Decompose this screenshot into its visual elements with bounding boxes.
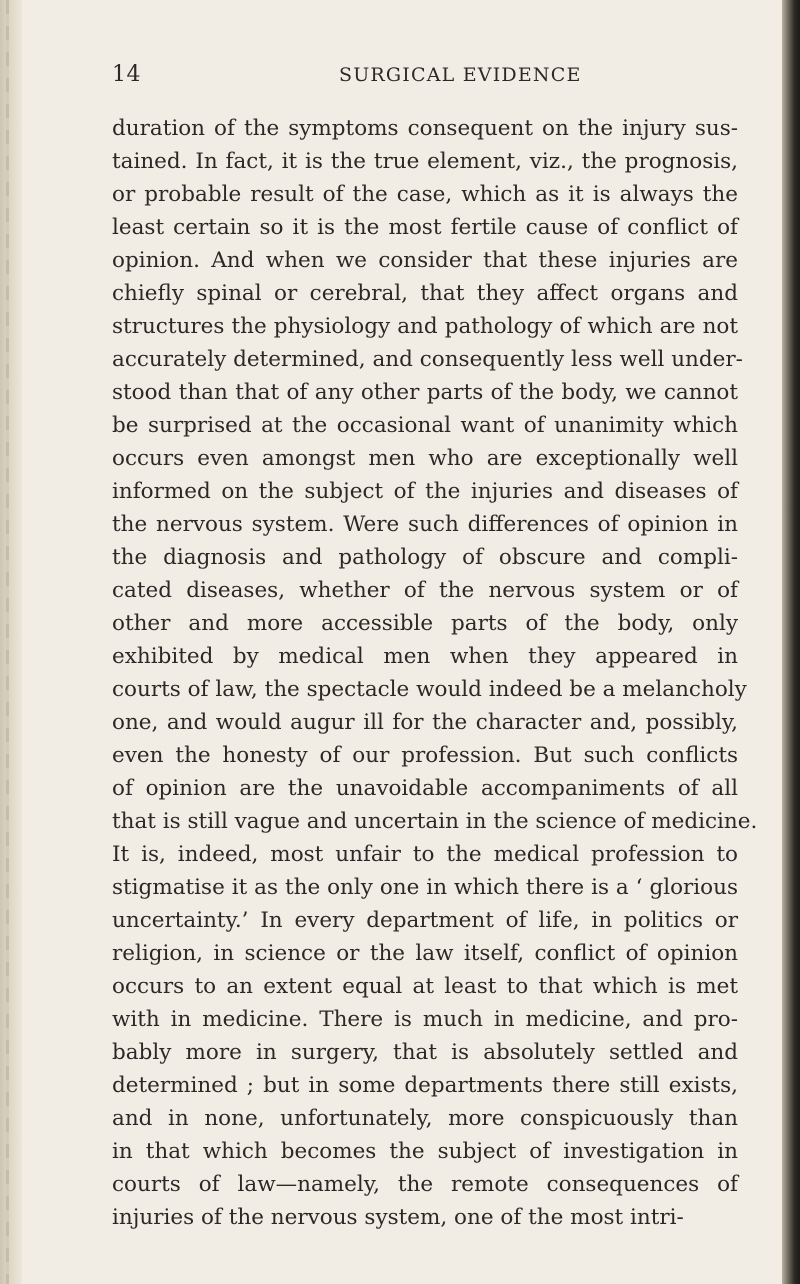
text-line: duration of the symptoms consequent on the injury sus- [112, 116, 738, 141]
body-text [112, 112, 758, 1234]
text-line: bably more in surgery, that is absolutely settled and [112, 1040, 738, 1065]
text-line: courts of law—namely, the remote consequences of [112, 1172, 738, 1197]
text-line: informed on the subject of the injuries and diseases of [112, 479, 738, 504]
text-line: opinion. And when we consider that these injuries are [112, 248, 738, 273]
text-line: other and more accessible parts of the body, only [112, 611, 738, 636]
text-line: or probable result of the case, which as it is always the [112, 182, 738, 207]
text-line: least certain so it is the most fertile cause of conflict of [112, 215, 738, 240]
book-spine-edge [782, 0, 800, 1284]
text-line: even the honesty of our profession. But such conflicts [112, 743, 738, 768]
text-line: the diagnosis and pathology of obscure and compli- [112, 545, 738, 570]
text-line: stood than that of any other parts of the body, we cannot [112, 380, 738, 405]
text-line: stigmatise it as the only one in which there is a ‘ glorious [112, 875, 738, 900]
text-line: It is, indeed, most unfair to the medical profession to [112, 842, 738, 867]
text-line: courts of law, the spectacle would indeed be a melancholy [112, 677, 747, 702]
text-line: religion, in science or the law itself, conflict of opinion [112, 941, 738, 966]
text-line: structures the physiology and pathology of which are not [112, 314, 738, 339]
text-line: the nervous system. Were such differences of opinion in [112, 512, 738, 537]
text-line: one, and would augur ill for the character and, possibly, [112, 710, 738, 735]
text-line: injuries of the nervous system, one of the most intri- [112, 1205, 684, 1230]
text-line: chiefly spinal or cerebral, that they affect organs and [112, 281, 738, 306]
page-header [112, 62, 738, 92]
text-line: in that which becomes the subject of investigation in [112, 1139, 738, 1164]
text-line: with in medicine. There is much in medicine, and pro- [112, 1007, 738, 1032]
text-line: that is still vague and uncertain in the science of medicine. [112, 809, 758, 834]
text-line: occurs to an extent equal at least to that which is met [112, 974, 738, 999]
page-left-margin [0, 0, 22, 1284]
running-head: SURGICAL EVIDENCE [339, 64, 582, 86]
text-line: be surprised at the occasional want of unanimity which [112, 413, 738, 438]
text-line: determined ; but in some departments there still exists, [112, 1073, 738, 1098]
text-line: of opinion are the unavoidable accompaniments of all [112, 776, 738, 801]
text-line: tained. In fact, it is the true element, viz., the prognosis, [112, 149, 738, 174]
text-line: exhibited by medical men when they appeared in [112, 644, 738, 669]
text-line: cated diseases, whether of the nervous system or of [112, 578, 738, 603]
text-line: uncertainty.’ In every department of life, in politics or [112, 908, 738, 933]
text-line: accurately determined, and consequently less well under- [112, 347, 743, 372]
text-line: and in none, unfortunately, more conspicuously than [112, 1106, 738, 1131]
page-number: 14 [112, 62, 141, 87]
text-line: occurs even amongst men who are exceptionally well [112, 446, 738, 471]
